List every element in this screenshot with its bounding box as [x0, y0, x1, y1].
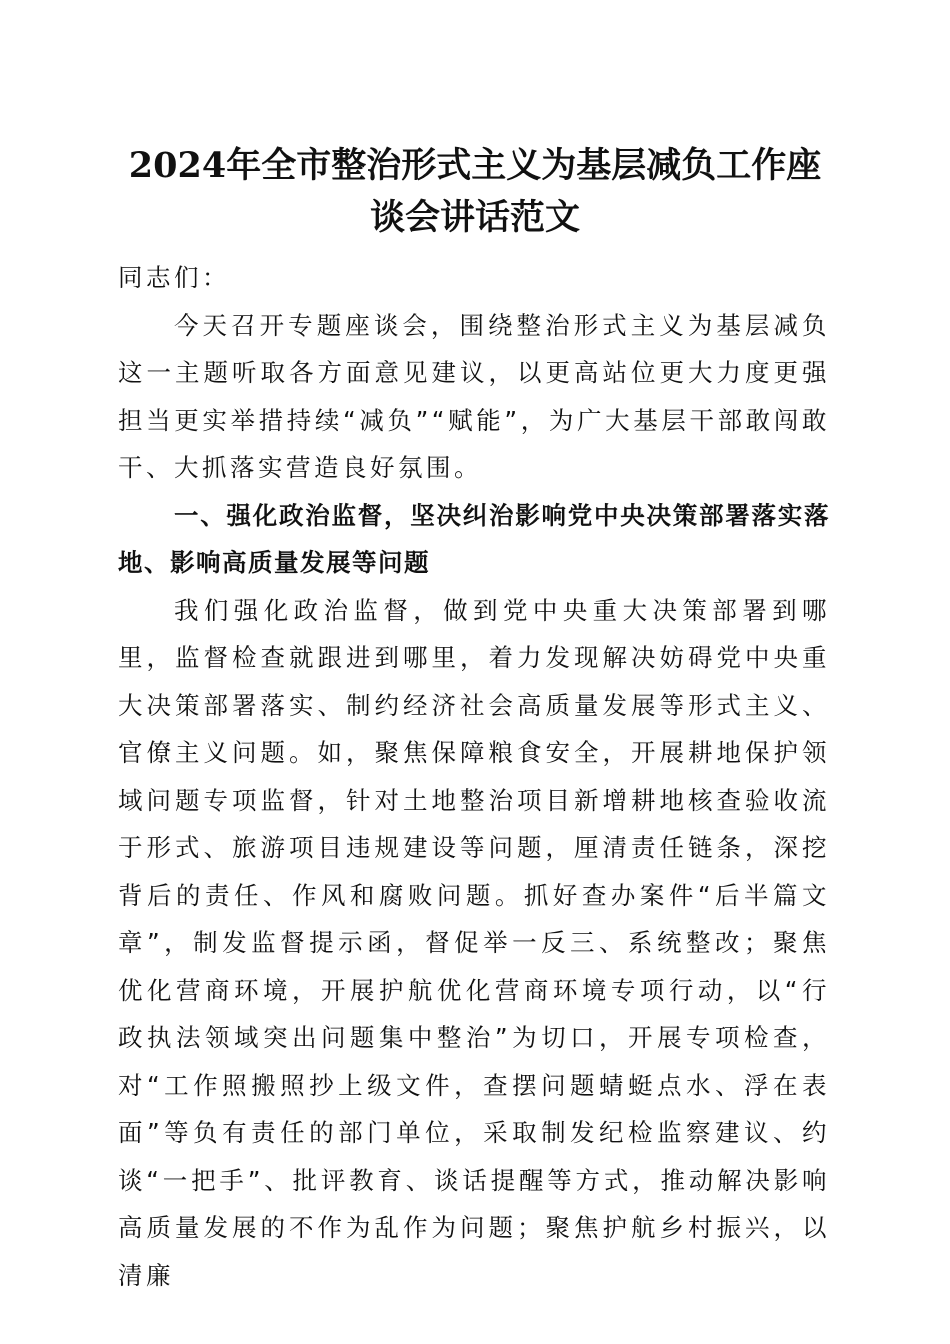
intro-paragraph: 今天召开专题座谈会，围绕整治形式主义为基层减负这一主题听取各方面意见建议，以更高站位更大力度更强担当更实举措持续“减负”“赋能”，为广大基层干部敢闯敢干、大抓落实营造良好氛围。 — [118, 310, 830, 482]
document-body — [118, 254, 830, 1299]
document-title — [100, 140, 850, 244]
title-line-2: 谈会讲话范文 — [369, 197, 580, 238]
section-1-heading: 一、强化政治监督，坚决纠治影响党中央决策部署落实落地、影响高质量发展等问题 — [118, 500, 830, 577]
title-line-1: 2024年全市整治形式主义为基层减负工作座 — [128, 145, 822, 186]
salutation: 同志们： — [118, 263, 230, 292]
section-1-paragraph: 我们强化政治监督，做到党中央重大决策部署到哪里，监督检查就跟进到哪里，着力发现解决妨碍党中央重大决策部署落实、制约经济社会高质量发展等形式主义、官僚主义问题。如，聚焦保障粮食安全，开展耕地保护领域问题专项监督，针对土地整治项目新增耕地核查验收流于形式、旅游项目违规建设等问题，厘清责任链条，深挖背后的责任、作风和腐败问题。抓好查办案件“后半篇文章”，制发监督提示函，督促举一反三、系统整改；聚焦优化营商环境，开展护航优化营商环境专项行动，以“行政执法领域突出问题集中整治”为切口，开展专项检查，对“工作照搬照抄上级文件，查摆问题蜻蜓点水、浮在表面”等负有责任的部门单位，采取制发纪检监察建议、约谈“一把手”、批评教育、谈话提醒等方式，推动解决影响高质量发展的不作为乱作为问题；聚焦护航乡村振兴，以清廉 — [118, 595, 830, 1290]
